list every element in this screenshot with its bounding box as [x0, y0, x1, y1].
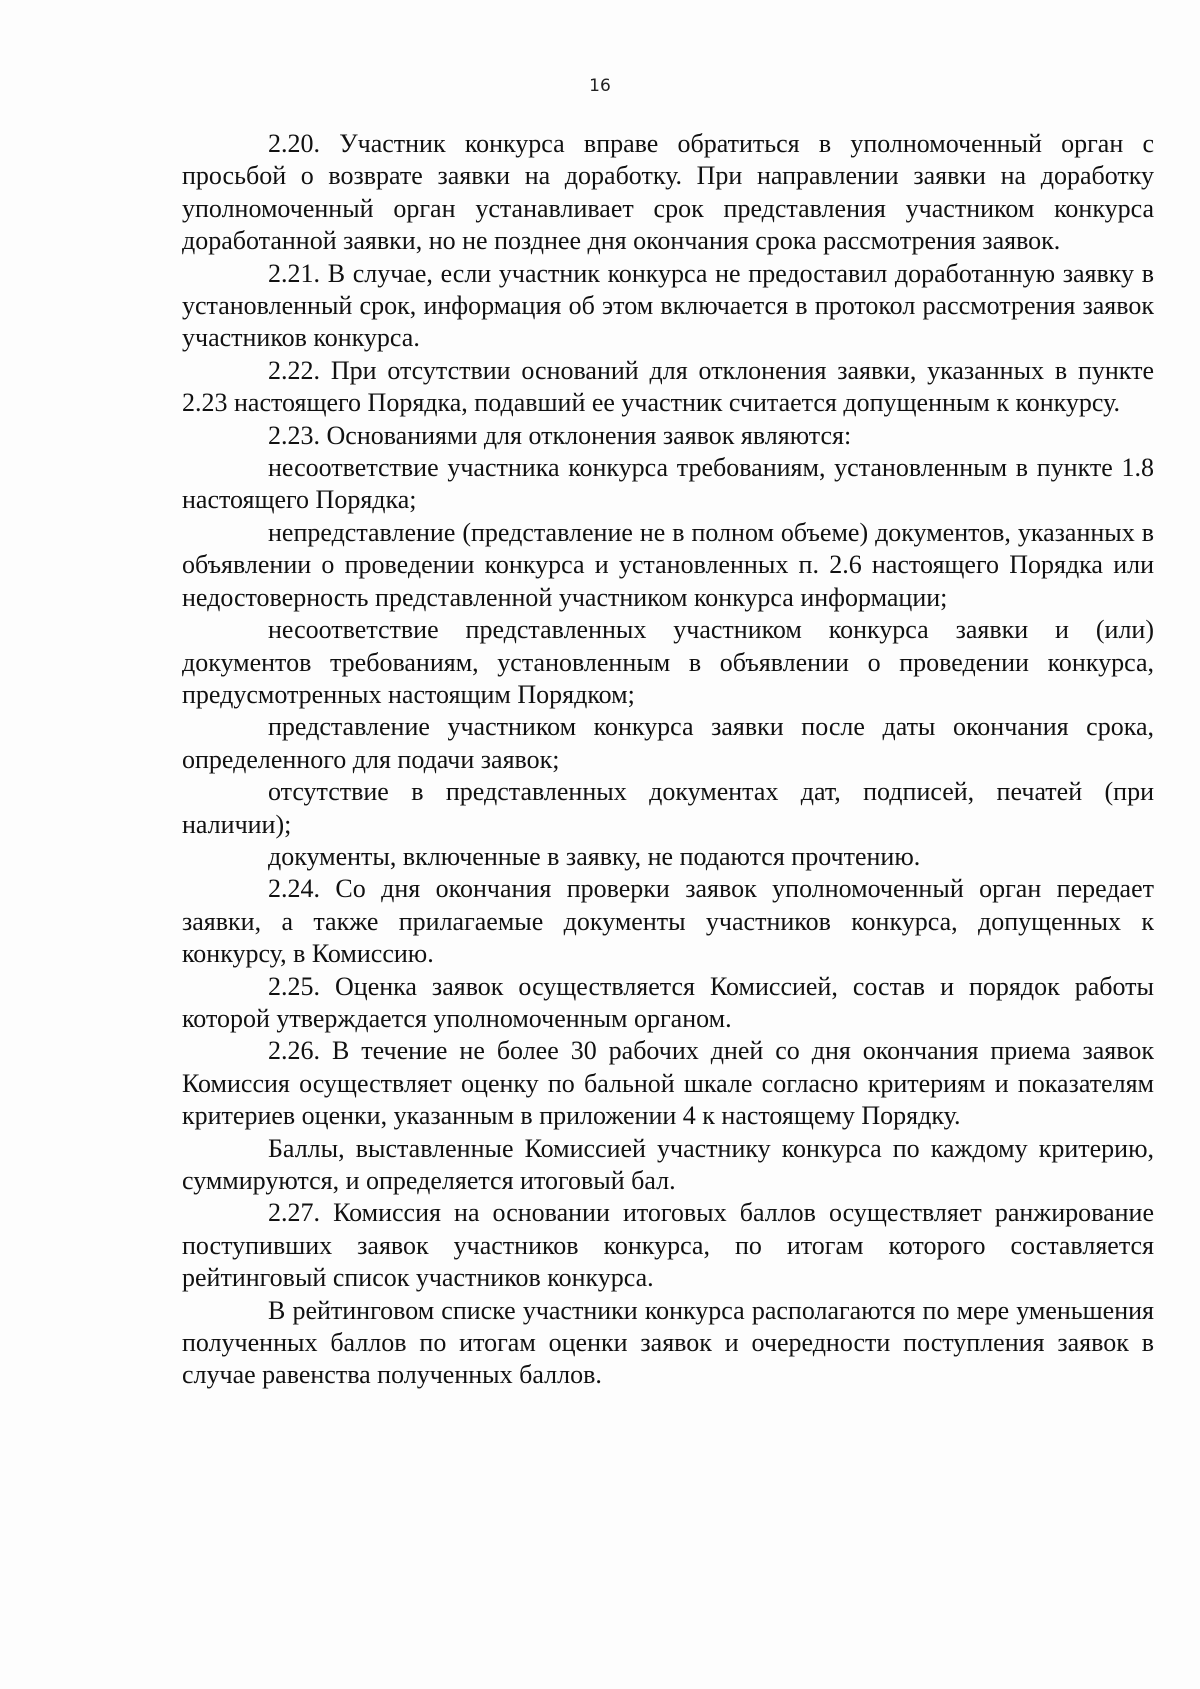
paragraph-2-22: 2.22. При отсутствии оснований для отклонения заявки, указанных в пункте 2.23 настоящего Порядка, подавший ее участник считается допущенным к конкурсу. [182, 355, 1154, 418]
rejection-reason-item: несоответствие представленных участником конкурса заявки и (или) документов требованиям, установленным в объявлении о проведении конкурса, предусмотренных настоящим Порядком; [182, 615, 1154, 709]
rejection-reason-item: отсутствие в представленных документах дат, подписей, печатей (при наличии); [182, 777, 1154, 839]
page-number: 16 [589, 76, 611, 96]
rejection-reason-item: непредставление (представление не в полном объеме) документов, указанных в объявлении о проведении конкурса и установленных п. 2.6 настоящего Порядка или недостоверность представленной участником конкурса информации; [182, 517, 1154, 612]
paragraph-2-20: 2.20. Участник конкурса вправе обратиться в уполномоченный орган с просьбой о возврате заявки на доработку. При направлении заявки на доработку уполномоченный орган устанавливает срок представления участником конкурса доработанной заявки, но не позднее дня окончания срока рассмотрения заявок. [182, 129, 1154, 256]
paragraph-2-27: 2.27. Комиссия на основании итоговых баллов осуществляет ранжирование поступивших заявок участников конкурса, по итогам которого составляется рейтинговый список участников конкурса. [182, 1198, 1154, 1293]
paragraph-scores-summed: Баллы, выставленные Комиссией участнику конкурса по каждому критерию, суммируются, и определяется итоговый бал. [182, 1133, 1154, 1195]
paragraph-2-24: 2.24. Со дня окончания проверки заявок уполномоченный орган передает заявки, а также прилагаемые документы участников конкурса, допущенных к конкурсу, в Комиссию. [182, 874, 1154, 969]
document-body [182, 128, 1154, 1392]
paragraph-rating-list: В рейтинговом списке участники конкурса располагаются по мере уменьшения полученных баллов по итогам оценки заявок и очередности поступления заявок в случае равенства полученных баллов. [182, 1295, 1154, 1390]
rejection-reason-item: несоответствие участника конкурса требованиям, установленным в пункте 1.8 настоящего Порядка; [182, 453, 1154, 515]
paragraph-2-23: 2.23. Основаниями для отклонения заявок являются: [268, 420, 852, 450]
paragraph-2-25: 2.25. Оценка заявок осуществляется Комиссией, состав и порядок работы которой утверждается уполномоченным органом. [182, 971, 1154, 1033]
paragraph-2-21: 2.21. В случае, если участник конкурса не предоставил доработанную заявку в установленный срок, информация об этом включается в протокол рассмотрения заявок участников конкурса. [182, 258, 1154, 353]
paragraph-2-26: 2.26. В течение не более 30 рабочих дней со дня окончания приема заявок Комиссия осуществляет оценку по бальной шкале согласно критериям и показателям критериев оценки, указанным в приложении 4 к настоящему Порядку. [182, 1036, 1154, 1131]
rejection-reason-item: документы, включенные в заявку, не подаются прочтению. [268, 841, 921, 871]
rejection-reason-item: представление участником конкурса заявки после даты окончания срока, определенного для подачи заявок; [182, 712, 1154, 774]
